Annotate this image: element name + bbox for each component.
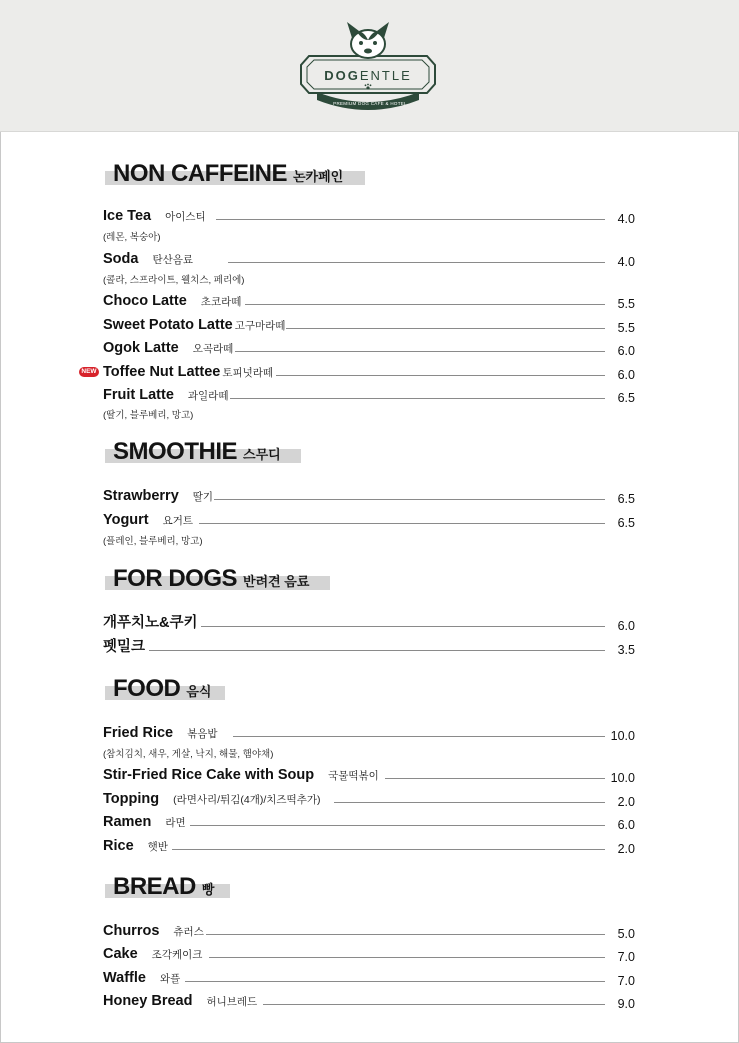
price: 10.0 bbox=[610, 729, 635, 743]
menu-item: Stir-Fried Rice Cake with Soup 국물떡볶이 10.0 bbox=[103, 767, 635, 785]
item-note: (플레인, 블루베리, 망고) bbox=[103, 536, 203, 547]
price: 3.5 bbox=[617, 643, 635, 657]
menu-item: Ramen 라면 6.0 bbox=[103, 814, 635, 832]
menu-item: Waffle 와플 7.0 bbox=[103, 970, 635, 988]
price: 2.0 bbox=[617, 842, 635, 856]
price: 6.0 bbox=[617, 619, 635, 633]
menu-item: Topping (라면사리/튀김(4개)/치즈떡추가) 2.0 bbox=[103, 791, 635, 809]
menu-item: Fried Rice 볶음밥 10.0 bbox=[103, 725, 635, 743]
menu-item: Honey Bread 허니브레드 9.0 bbox=[103, 993, 635, 1011]
brand-name: DOGENTLE bbox=[324, 68, 412, 83]
price: 9.0 bbox=[617, 997, 635, 1011]
price: 2.0 bbox=[617, 795, 635, 809]
price: 4.0 bbox=[617, 255, 635, 269]
new-badge: NEW bbox=[79, 367, 99, 377]
item-note: (레몬, 복숭아) bbox=[103, 232, 161, 243]
price: 6.5 bbox=[617, 391, 635, 405]
header bbox=[0, 0, 739, 132]
menu-item: Fruit Latte 과일라떼 6.5 bbox=[103, 387, 635, 405]
menu-item: Rice 햇반 2.0 bbox=[103, 838, 635, 856]
price: 6.0 bbox=[617, 368, 635, 382]
price: 5.5 bbox=[617, 297, 635, 311]
price: 6.0 bbox=[617, 818, 635, 832]
brand-tagline: PREMIUM DOG CAFE & HOTEL bbox=[333, 101, 407, 106]
menu-item: Soda 탄산음료 4.0 bbox=[103, 251, 635, 269]
price: 10.0 bbox=[610, 771, 635, 785]
price: 4.0 bbox=[617, 212, 635, 226]
menu-item: Ice Tea 아이스티 4.0 bbox=[103, 208, 635, 226]
brand-logo bbox=[295, 18, 441, 118]
menu-item: Sweet Potato Latte 고구마라떼 5.5 bbox=[103, 317, 635, 335]
price: 6.5 bbox=[617, 516, 635, 530]
price: 5.5 bbox=[617, 321, 635, 335]
menu-item: 펫밀크 3.5 bbox=[103, 639, 635, 657]
menu-item: Ogok Latte 오곡라떼 6.0 bbox=[103, 340, 635, 358]
price: 7.0 bbox=[617, 950, 635, 964]
menu-item: Toffee Nut Lattee 토피넛라떼 6.0 bbox=[103, 364, 635, 382]
menu-item: 개푸치노&쿠키 6.0 bbox=[103, 615, 635, 633]
menu-item: Choco Latte 초코라떼 5.5 bbox=[103, 293, 635, 311]
price: 5.0 bbox=[617, 927, 635, 941]
menu-item: Yogurt 요거트 6.5 bbox=[103, 512, 635, 530]
menu-item: Cake 조각케이크 7.0 bbox=[103, 946, 635, 964]
item-note: (딸기, 블루베리, 망고) bbox=[103, 410, 194, 421]
price: 6.5 bbox=[617, 492, 635, 506]
price: 7.0 bbox=[617, 974, 635, 988]
menu-item: Churros 츄러스 5.0 bbox=[103, 923, 635, 941]
item-note: (콜라, 스프라이트, 웰치스, 페리에) bbox=[103, 275, 245, 286]
item-note: (참치김치, 새우, 게살, 낙지, 해물, 햄야채) bbox=[103, 749, 274, 760]
menu-item: Strawberry 딸기 6.5 bbox=[103, 488, 635, 506]
price: 6.0 bbox=[617, 344, 635, 358]
